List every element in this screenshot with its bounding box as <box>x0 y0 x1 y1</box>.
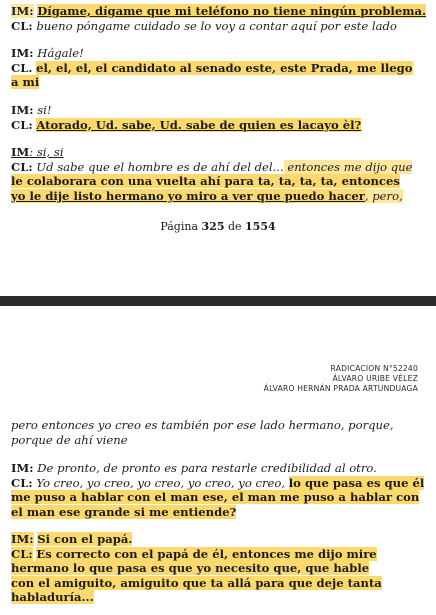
speaker-label: IM: <box>11 46 34 60</box>
highlighted-text: Es correcto con el papá de él, entonces me dijo mire <box>36 546 377 561</box>
dialogue-line <box>11 174 415 189</box>
dialogue-line <box>11 189 415 204</box>
dialogue-block-5 <box>11 418 415 447</box>
speaker-label: IM <box>11 145 30 159</box>
dialogue-line: porque de ahí viene <box>11 432 128 447</box>
dialogue-block-4 <box>11 145 415 203</box>
highlighted-text: lo que pasa es que él <box>288 475 425 490</box>
highlighted-text: habladuría... <box>11 590 94 604</box>
highlighted-text: el man ese grande si me entiende? <box>11 504 237 519</box>
dialogue-line <box>11 547 415 562</box>
highlighted-text: le colaborara con una vuelta ahí para ta, ta, ta, ta, entonces <box>11 174 400 188</box>
header-name-1: ÁLVARO URIBE VÉLEZ <box>332 374 418 383</box>
page-separator <box>0 296 436 306</box>
dialogue-line <box>11 4 427 19</box>
speaker-label: CL: <box>11 18 33 33</box>
dialogue-line <box>11 61 415 76</box>
dialogue-text: Ud sabe que el hombre es de ahí del del... <box>36 159 284 174</box>
dialogue-line <box>11 505 415 520</box>
dialogue-block-7 <box>11 532 415 605</box>
dialogue-text: si! <box>37 103 52 117</box>
dialogue-line <box>11 461 415 476</box>
document-page-top <box>0 0 436 296</box>
highlighted-text: entonces me dijo que <box>283 159 413 174</box>
dialogue-line <box>11 561 415 576</box>
speaker-label: CL: <box>11 475 33 490</box>
dialogue-line <box>11 490 420 505</box>
dialogue-line <box>11 475 425 491</box>
speaker-label: IM: <box>11 4 34 18</box>
header-radicacion: RADICACION N°52240 <box>330 364 418 373</box>
dialogue-line <box>11 19 415 34</box>
dialogue-block-6 <box>11 461 425 519</box>
highlighted-text: Si con el papá. <box>37 532 133 546</box>
highlighted-text: Dígame, dígame que mi teléfono no tiene ningún problema. <box>37 4 427 18</box>
dialogue-line <box>11 75 415 90</box>
highlighted-text: Atorado, Ud. sabe, Ud. sabe de quien es lacayo èl? <box>36 117 362 132</box>
highlighted-text: el, el, el, el candidato al senado este, este Prada, me llego <box>36 60 413 75</box>
highlighted-text: me puso a hablar con el man ese, el man me puso a hablar con <box>11 490 420 504</box>
dialogue-text: : si, si <box>29 145 64 159</box>
dialogue-line <box>11 103 415 118</box>
highlighted-text: yo le dije listo hermano yo miro a ver que puedo hacer <box>11 188 365 203</box>
dialogue-line <box>11 576 415 591</box>
dialogue-line <box>11 590 415 605</box>
dialogue-block-3 <box>11 103 415 132</box>
dialogue-block-1 <box>11 4 427 33</box>
speaker-label: IM: <box>11 103 34 117</box>
speaker-label: IM: <box>11 532 34 546</box>
footer-middle: de <box>224 220 246 233</box>
highlighted-text: a mi <box>11 75 40 89</box>
dialogue-line <box>11 118 415 133</box>
footer-prefix: Página <box>160 220 202 233</box>
dialogue-text: Yo creo, yo creo, yo creo, yo creo, yo creo, <box>36 475 286 490</box>
speaker-label: CL: <box>11 117 33 132</box>
dialogue-text: Hágale! <box>37 46 84 60</box>
dialogue-line <box>11 145 415 160</box>
dialogue-line <box>11 532 415 547</box>
dialogue-text: , pero, <box>364 188 403 203</box>
speaker-label: CL: <box>11 159 33 174</box>
document-header <box>264 364 418 394</box>
speaker-label: CL: <box>11 546 33 561</box>
highlighted-text: con el amiguito, amiguito que ta allá para que deje tanta <box>11 575 382 590</box>
footer-page: 325 <box>201 220 225 233</box>
footer-total: 1554 <box>245 220 276 233</box>
highlighted-text: hermano lo que pasa es que yo necesito que, que hable <box>11 561 370 575</box>
dialogue-line <box>11 160 415 175</box>
speaker-label: IM: <box>11 461 34 475</box>
dialogue-text: De pronto, de pronto es para restarle credibilidad al otro. <box>37 461 377 475</box>
speaker-label: CL. <box>11 60 33 75</box>
dialogue-line: pero entonces yo creo es también por ese lado hermano, porque, <box>11 418 394 432</box>
dialogue-text: bueno póngame cuidado se lo voy a contar aquí por este lado <box>36 18 397 33</box>
header-name-2: ÁLVARO HERNÁN PRADA ARTUNDUAGA <box>263 384 418 393</box>
dialogue-block-2 <box>11 46 415 90</box>
page-number-footer <box>0 220 436 233</box>
dialogue-line <box>11 46 415 61</box>
